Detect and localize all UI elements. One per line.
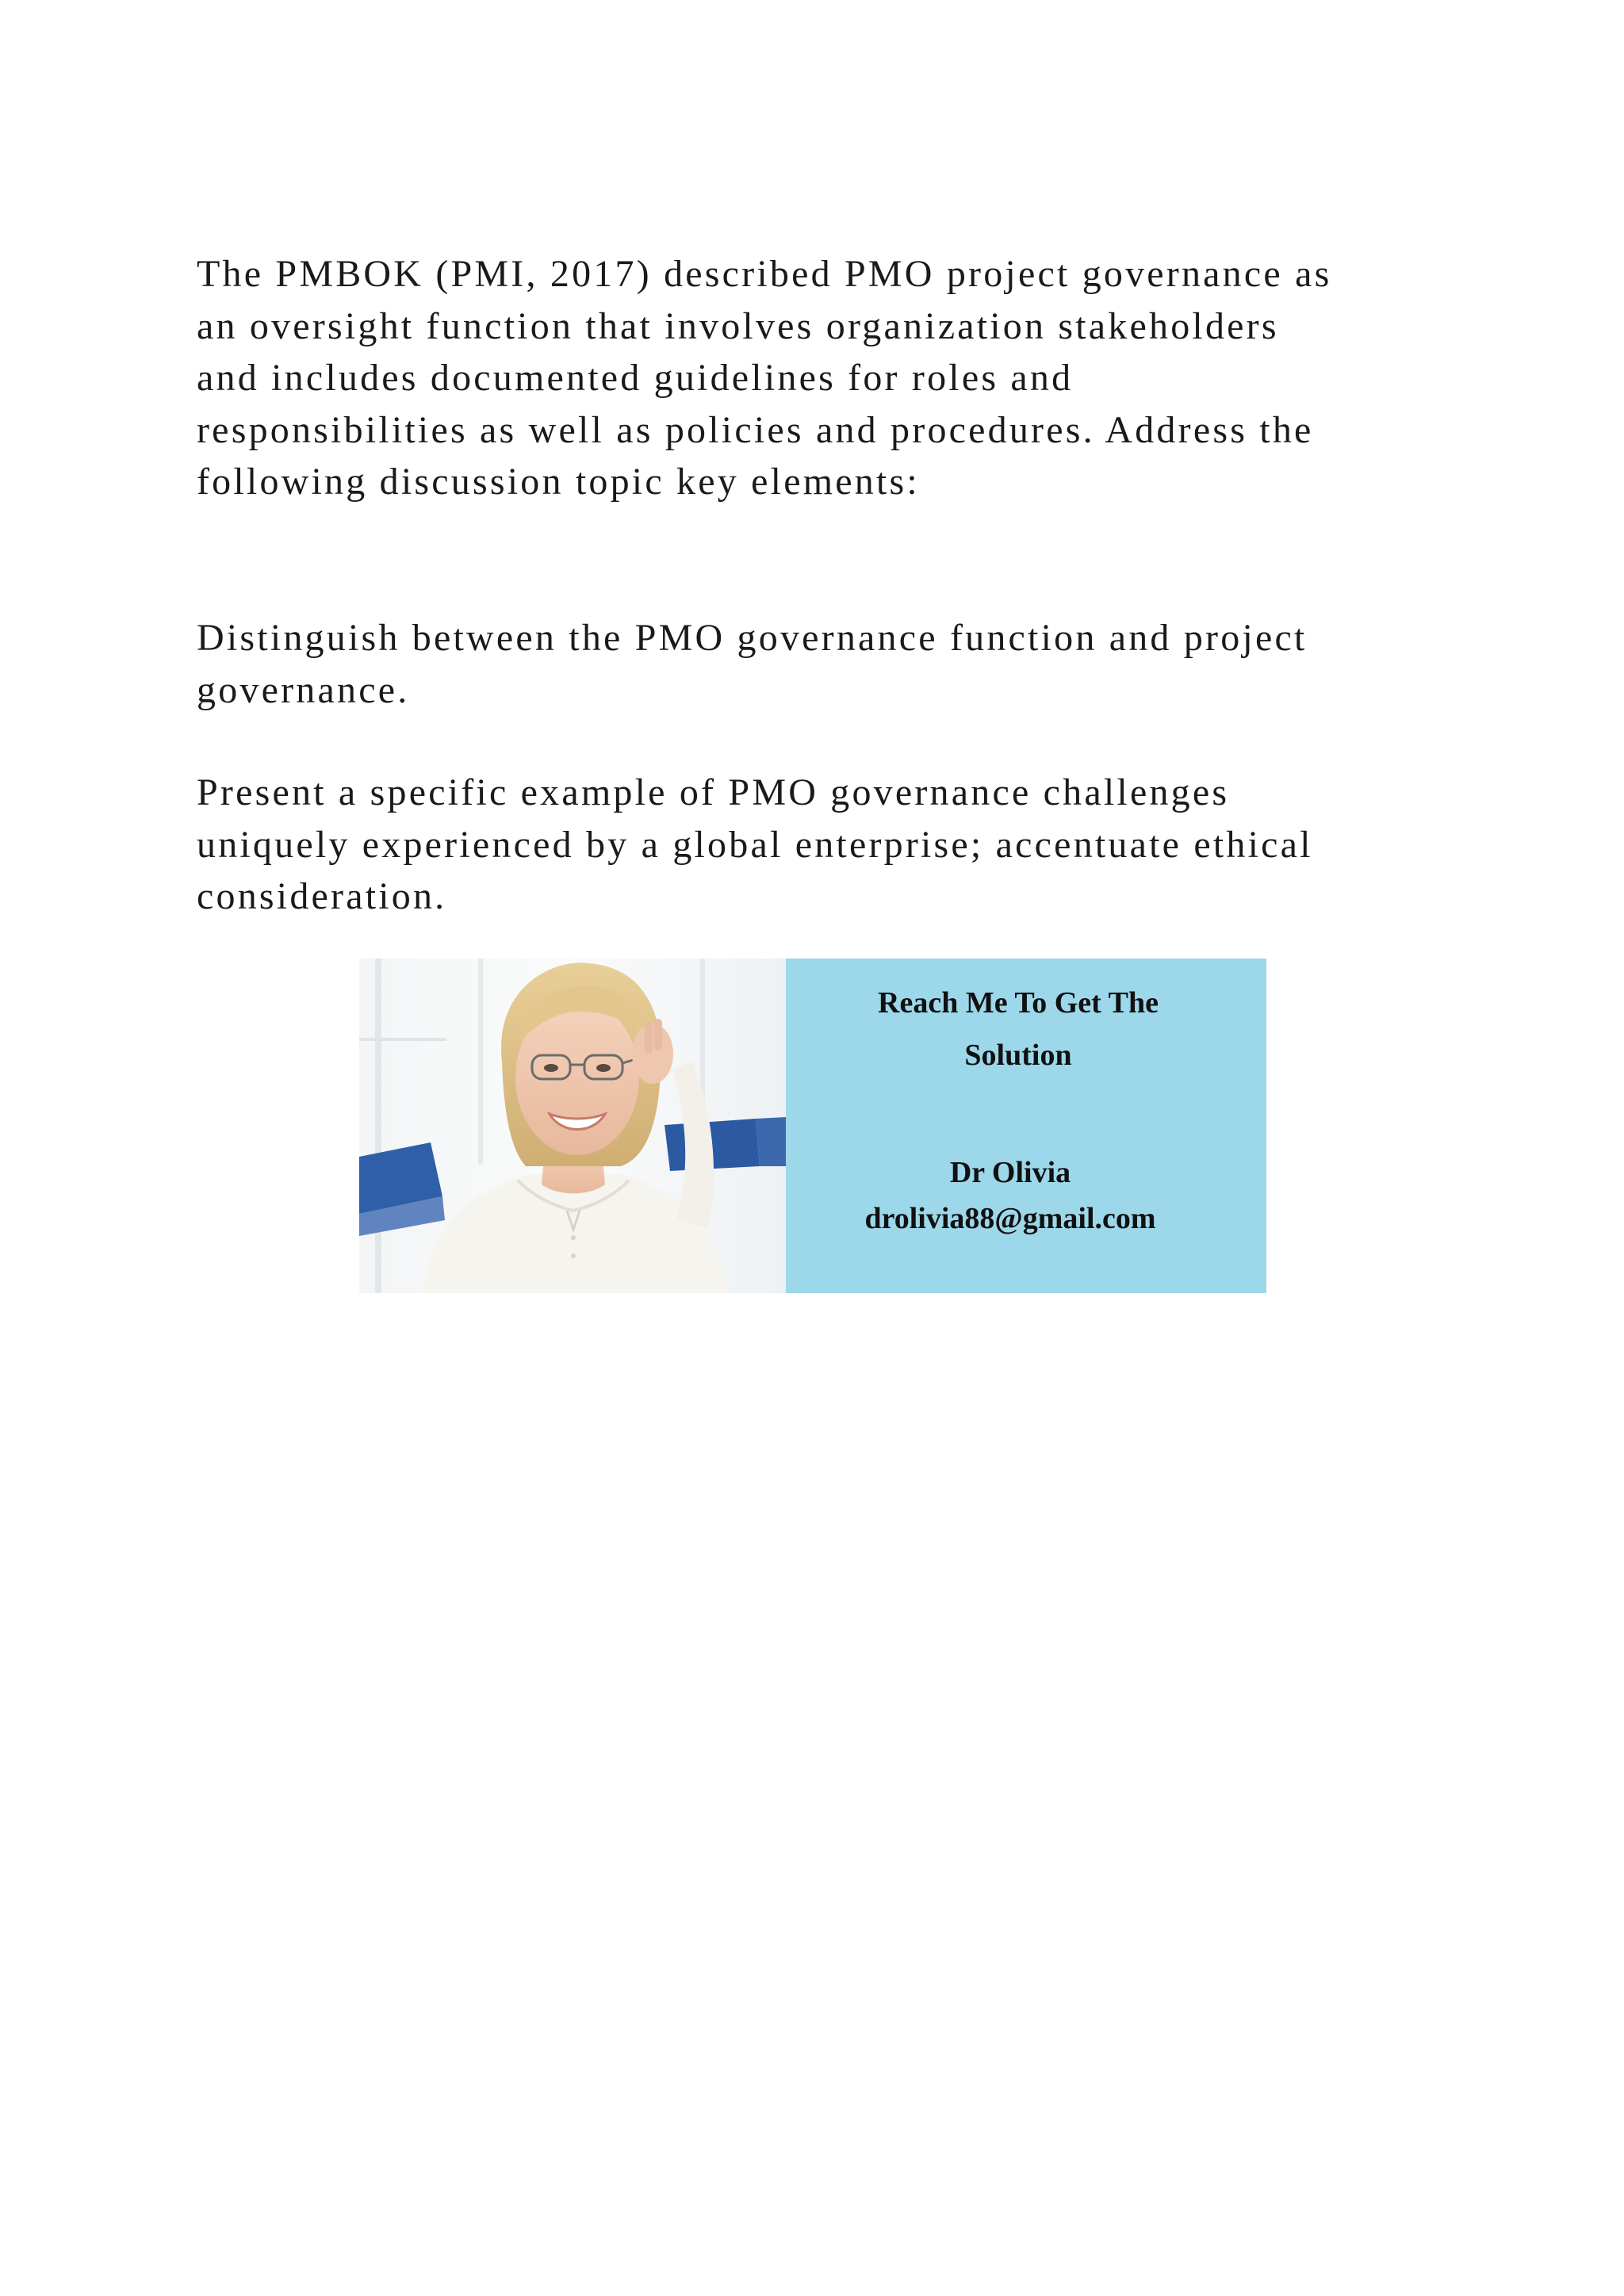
card-headline: Reach Me To Get The — [878, 986, 1159, 1020]
text-line: following discussion topic key elements: — [197, 461, 920, 503]
contact-banner — [359, 959, 1266, 1293]
card-headline: Solution — [964, 1039, 1072, 1072]
contact-name: Dr Olivia — [949, 1156, 1071, 1189]
distinguish-paragraph — [197, 612, 1465, 716]
contact-email: drolivia88@gmail.com — [864, 1202, 1156, 1235]
woman-photo — [359, 959, 786, 1293]
text-line: responsibilities as well as policies and procedures. Address the — [197, 408, 1314, 451]
text-line: and includes documented guidelines for roles and — [197, 357, 1074, 399]
intro-paragraph — [197, 248, 1465, 508]
text-line: an oversight function that involves organization stakeholders — [197, 304, 1279, 347]
text-line: governance. — [197, 668, 410, 711]
text-line: Present a specific example of PMO governance challenges — [197, 771, 1230, 813]
text-line: uniquely experienced by a global enterprise; accentuate ethical — [197, 823, 1313, 866]
text-line: Distinguish between the PMO governance function and project — [197, 617, 1308, 659]
contact-card — [786, 959, 1266, 1293]
example-paragraph — [197, 767, 1465, 923]
text-line: The PMBOK (PMI, 2017) described PMO project governance as — [197, 253, 1332, 295]
text-line: consideration. — [197, 875, 447, 917]
